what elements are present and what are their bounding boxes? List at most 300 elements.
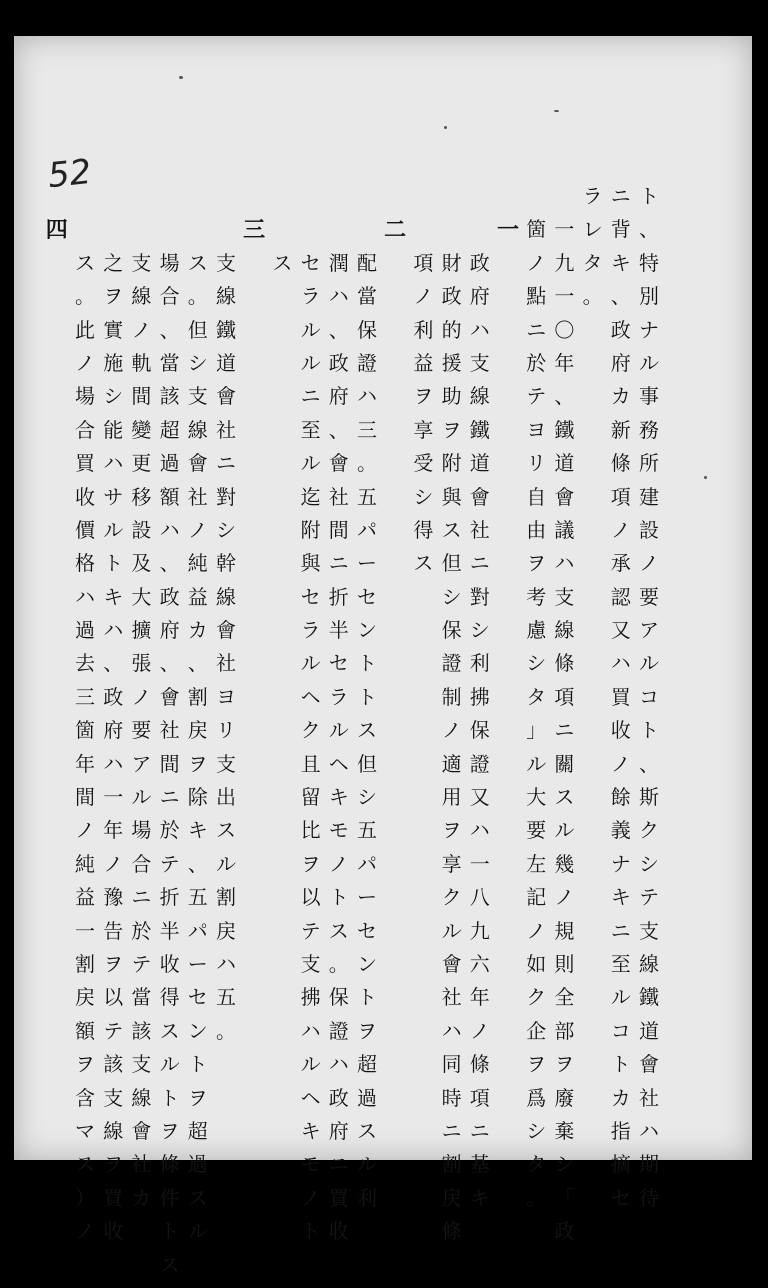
text-char: 的 [441, 317, 462, 342]
text-char: ハ [639, 1118, 659, 1143]
text-char: 戻 [216, 918, 236, 943]
text-char: ヲ [357, 1018, 377, 1043]
text-char: ト [159, 1219, 180, 1244]
text-char: テ [639, 885, 659, 910]
text-char: ラ [300, 284, 321, 309]
text-char: 摘 [610, 1152, 631, 1177]
text-char: 政 [441, 284, 462, 309]
text-char: 、 [187, 651, 208, 676]
text-char: 配 [357, 250, 377, 275]
text-char: 支 [216, 751, 236, 776]
text-char: 收 [103, 1219, 124, 1244]
text-char: 超 [159, 417, 180, 442]
text-char: 適 [441, 751, 462, 776]
text-char: 至 [610, 951, 631, 976]
text-char: 記 [526, 885, 547, 910]
text-char: 府 [610, 350, 631, 375]
text-char: 收 [159, 952, 180, 976]
text-char: ア [639, 618, 659, 643]
text-char: ハ [328, 284, 349, 309]
text-char: 支 [216, 250, 236, 275]
text-char: 、 [554, 384, 575, 409]
text-char: 鐵 [216, 317, 236, 342]
text-char: モ [328, 818, 349, 843]
text-char: ノ [526, 918, 547, 943]
text-column [70, 250, 100, 1255]
text-char: 箇 [526, 217, 547, 242]
text-char: 社 [159, 718, 180, 743]
text-char: 折 [159, 885, 180, 910]
text-char: 政 [554, 1219, 575, 1244]
text-char: 政 [328, 350, 349, 375]
text-char: ン [187, 1018, 208, 1043]
text-char: 線 [131, 1085, 152, 1110]
text-char: ト [103, 551, 124, 576]
text-char: モ [300, 1152, 321, 1177]
text-char: 會 [469, 484, 490, 509]
text-char: ハ [610, 651, 631, 676]
text-column [521, 219, 551, 1221]
text-char: 則 [554, 951, 575, 976]
text-char: ヲ [300, 851, 321, 876]
text-char: ル [554, 818, 575, 843]
text-char: 年 [469, 985, 490, 1010]
text-char: カ [610, 1085, 631, 1110]
text-char: ト [357, 651, 377, 676]
text-char: 所 [639, 451, 659, 476]
text-char: 條 [469, 1052, 490, 1077]
text-char: 用 [441, 785, 462, 810]
text-char: 廢 [554, 1085, 575, 1110]
text-char: 以 [103, 985, 124, 1010]
text-char: パ [357, 851, 377, 876]
text-char: 、 [328, 317, 349, 342]
text-column [126, 250, 156, 1221]
text-char: 項 [554, 684, 575, 709]
text-char: 條 [159, 1152, 180, 1177]
text-char: テ [103, 1018, 124, 1043]
text-column [239, 219, 269, 252]
text-column [267, 250, 297, 286]
text-char: 過 [75, 618, 95, 643]
text-char: ラ [328, 684, 349, 709]
text-char: 支 [639, 918, 659, 943]
text-char: 此 [75, 317, 95, 342]
text-char: ニ [328, 1152, 349, 1177]
text-char: リ [526, 451, 547, 476]
text-char: 間 [131, 384, 152, 409]
text-char: 告 [103, 918, 124, 943]
text-char: 半 [328, 618, 349, 643]
text-char: パ [187, 918, 208, 943]
text-char: タ [582, 250, 603, 275]
text-char: 設 [131, 517, 152, 542]
text-char: 除 [187, 785, 208, 810]
text-char: 社 [216, 417, 236, 442]
text-char: テ [131, 952, 152, 976]
text-char: 支 [469, 350, 490, 375]
text-char: マ [75, 1118, 95, 1143]
text-char: 證 [357, 350, 377, 375]
text-column [155, 250, 185, 1288]
text-char: 潤 [328, 250, 349, 275]
text-char: 對 [216, 484, 236, 509]
text-char: ニ [554, 718, 575, 743]
text-char: 新 [610, 417, 631, 442]
text-char: 大 [526, 785, 547, 810]
text-char: 慮 [526, 618, 547, 643]
text-char: 保 [357, 317, 377, 342]
text-char: 得 [413, 517, 434, 542]
text-char: 支 [187, 384, 208, 409]
text-char: 鐵 [554, 417, 575, 442]
text-char: 出 [216, 785, 236, 810]
text-char: ス [413, 551, 434, 576]
text-char: ノ [554, 885, 575, 910]
text-char: 政 [610, 317, 631, 342]
text-char: 府 [159, 618, 180, 643]
text-char: 考 [526, 584, 547, 609]
text-char: ヲ [187, 751, 208, 776]
text-char: 割 [441, 1152, 462, 1177]
text-char: ニ [328, 551, 349, 576]
text-char: パ [357, 517, 377, 542]
text-char: 享 [441, 851, 462, 876]
text-char: ラ [582, 184, 603, 208]
text-char: 道 [216, 350, 236, 375]
text-char: 買 [328, 1185, 349, 1210]
text-char: リ [216, 718, 236, 743]
text-char: 又 [469, 785, 490, 810]
text-char: 一 [469, 851, 490, 876]
text-char: ノ [187, 517, 208, 542]
text-char: 益 [413, 350, 434, 375]
text-char: 間 [159, 751, 180, 776]
text-char: 線 [216, 284, 236, 309]
text-char: ハ [103, 751, 124, 776]
text-char: 斯 [639, 785, 659, 810]
text-char: 保 [469, 718, 490, 743]
text-char: 年 [554, 350, 575, 375]
text-char: 但 [187, 317, 208, 342]
text-char: 買 [75, 451, 95, 476]
text-char: ル [441, 918, 462, 943]
text-char: 間 [328, 517, 349, 542]
text-char: 利 [413, 317, 434, 342]
text-char: ル [300, 1052, 321, 1077]
text-column [42, 219, 72, 252]
text-char: 指 [610, 1118, 631, 1143]
text-char: 務 [639, 417, 659, 442]
text-char: 設 [639, 517, 659, 542]
text-char: 利 [469, 651, 490, 676]
text-char: 社 [131, 1152, 152, 1177]
text-char: 拂 [469, 684, 490, 709]
text-char: 部 [554, 1018, 575, 1043]
text-char: 待 [639, 1185, 659, 1210]
text-char: ス [75, 1152, 95, 1177]
text-column [437, 250, 467, 1255]
text-char: 戻 [187, 718, 208, 743]
text-char: 三 [357, 417, 377, 442]
text-char: セ [300, 250, 321, 275]
text-char: 割 [75, 952, 95, 976]
text-char: ル [300, 317, 321, 342]
text-char: シ [639, 851, 659, 876]
text-char: 移 [131, 484, 152, 509]
text-char: ヘ [328, 751, 349, 776]
text-char: 會 [216, 384, 236, 409]
text-char: 社 [441, 985, 462, 1010]
text-column [380, 219, 410, 252]
text-char: 場 [75, 384, 95, 409]
text-char: 關 [554, 751, 575, 776]
text-char: 時 [441, 1085, 462, 1110]
text-column [578, 186, 608, 320]
text-char: ヨ [526, 417, 547, 442]
text-char: ル [300, 350, 321, 375]
text-char: ス [75, 250, 95, 275]
text-char: ト [610, 1052, 631, 1077]
text-char: 之 [103, 250, 124, 275]
text-char: ト [357, 684, 377, 709]
text-char: 支 [300, 952, 321, 976]
text-char: 一 [554, 284, 575, 309]
text-char: 線 [216, 584, 236, 609]
text-char: 一 [103, 785, 124, 810]
text-char: シ [216, 517, 236, 542]
text-char: ナ [610, 851, 631, 876]
text-char: 割 [187, 684, 208, 709]
text-char: 政 [469, 250, 490, 275]
text-char: 於 [131, 918, 152, 943]
text-char: 、 [187, 851, 208, 876]
text-char: 條 [441, 1219, 462, 1244]
text-char: 保 [441, 618, 462, 643]
text-char: ノ [131, 317, 152, 342]
text-char: 議 [554, 517, 575, 542]
text-char: 道 [469, 451, 490, 476]
text-char: ニ [469, 551, 490, 576]
text-char: 、 [639, 751, 659, 776]
text-char: 。 [187, 284, 208, 309]
text-char: ヲ [441, 417, 462, 442]
text-char: 義 [610, 818, 631, 843]
text-char: ク [526, 985, 547, 1010]
page-number: 52 [46, 151, 94, 197]
text-char: ヲ [103, 1152, 124, 1177]
text-char: 會 [216, 618, 236, 643]
text-char: ス [554, 785, 575, 810]
text-char: 過 [357, 1085, 377, 1110]
text-char: ル [610, 985, 631, 1010]
text-char: 社 [328, 484, 349, 509]
text-char: 當 [159, 350, 180, 375]
text-char: 、 [328, 417, 349, 442]
text-char: 件 [159, 1185, 180, 1210]
text-char: ヲ [526, 551, 547, 576]
text-char: 道 [639, 1018, 659, 1043]
text-char: ハ [469, 317, 490, 342]
text-char: 當 [131, 985, 152, 1010]
ink-speck [179, 76, 183, 79]
text-char: 承 [610, 551, 631, 576]
text-char: 期 [639, 1152, 659, 1177]
ink-speck [554, 110, 559, 112]
text-char: 以 [300, 885, 321, 910]
text-char: 社 [216, 651, 236, 676]
text-char: ニ [441, 1118, 462, 1143]
text-char: カ [187, 618, 208, 643]
text-column [352, 250, 382, 1221]
text-char: 線 [469, 384, 490, 409]
text-char: シ [526, 651, 547, 676]
text-char: 、 [159, 651, 180, 676]
text-char: 附 [441, 451, 462, 476]
text-char: 一 [496, 217, 519, 244]
text-char: ス [159, 1252, 180, 1277]
text-char: タ [526, 1152, 547, 1177]
text-char: 社 [187, 484, 208, 509]
text-char: ル [103, 517, 124, 542]
text-char: 左 [526, 851, 547, 876]
text-char: 會 [187, 451, 208, 476]
text-char: ス [187, 1185, 208, 1210]
text-char: シ [357, 785, 377, 810]
text-char: 但 [441, 551, 462, 576]
text-char: 收 [610, 718, 631, 743]
text-char: キ [328, 785, 349, 810]
text-char: ハ [75, 584, 95, 609]
text-char: レ [582, 217, 603, 242]
text-char: 、 [610, 284, 631, 309]
text-char: 割 [216, 885, 236, 910]
text-char: 於 [526, 350, 547, 375]
ink-speck [704, 476, 707, 479]
text-char: ク [639, 818, 659, 843]
text-char: 府 [328, 384, 349, 409]
text-char: ハ [554, 551, 575, 576]
text-char: 要 [639, 584, 659, 609]
text-char: 戻 [441, 1185, 462, 1210]
text-char: 軌 [131, 350, 152, 375]
text-char: サ [103, 484, 124, 509]
text-char: 該 [131, 1018, 152, 1043]
text-char: ヘ [300, 1085, 321, 1110]
text-char: ー [187, 952, 208, 976]
text-char: ノ [610, 751, 631, 776]
text-char: ト [187, 1052, 208, 1077]
text-char: 六 [469, 952, 490, 976]
text-char: キ [187, 818, 208, 843]
text-char: 超 [357, 1052, 377, 1077]
text-char: 五 [187, 885, 208, 910]
text-char: キ [610, 885, 631, 910]
text-char: 、 [159, 317, 180, 342]
text-char: 社 [469, 517, 490, 542]
text-char: ヲ [159, 1118, 180, 1143]
text-char: 規 [554, 918, 575, 943]
text-char: 。 [328, 952, 349, 976]
text-char: 一 [554, 217, 575, 242]
text-char: 要 [131, 718, 152, 743]
text-char: ー [357, 551, 377, 576]
text-column [408, 250, 438, 587]
text-char: ク [441, 885, 462, 910]
text-char: 附 [300, 517, 321, 542]
text-char: 「 [554, 1185, 575, 1210]
text-char: ノ [328, 851, 349, 876]
text-char: 政 [159, 584, 180, 609]
text-char: 比 [300, 818, 321, 843]
text-char: 實 [103, 317, 124, 342]
text-char: 會 [554, 484, 575, 509]
text-char: 鐵 [469, 417, 490, 442]
text-char: ノ [75, 1219, 95, 1244]
text-char: セ [357, 584, 377, 609]
text-char: 、 [639, 217, 659, 242]
text-char: 豫 [103, 885, 124, 910]
text-char: ノ [413, 284, 434, 309]
text-char: ノ [103, 851, 124, 876]
text-char: キ [103, 584, 124, 609]
text-char: 條 [554, 651, 575, 676]
text-char: ル [639, 651, 659, 676]
text-char: 項 [469, 1085, 490, 1110]
text-char: ヘ [300, 684, 321, 709]
text-char: 。 [75, 284, 95, 309]
text-char: 點 [526, 284, 547, 309]
text-char: 對 [469, 584, 490, 609]
text-char: ス [357, 1118, 377, 1143]
text-char: 與 [300, 551, 321, 576]
text-char: 利 [357, 1185, 377, 1210]
text-char: 該 [103, 1052, 124, 1077]
text-char: ス [328, 918, 349, 943]
text-column [634, 186, 664, 1221]
text-char: 九 [554, 250, 575, 275]
text-char: ト [159, 1085, 180, 1110]
text-char: 九 [469, 918, 490, 943]
text-char: 線 [639, 951, 659, 976]
text-char: 事 [639, 384, 659, 409]
text-char: ク [300, 718, 321, 743]
text-char: ル [216, 851, 236, 876]
text-char: 五 [357, 818, 377, 843]
text-char: 證 [441, 651, 462, 676]
text-char: 別 [639, 284, 659, 309]
text-char: 五 [216, 985, 236, 1010]
text-char: ア [131, 751, 152, 776]
text-char: ス [272, 250, 293, 275]
text-char: 線 [103, 1118, 124, 1143]
text-char: 特 [639, 250, 659, 275]
text-char: キ [300, 1118, 321, 1143]
text-char: シ [103, 384, 124, 409]
text-char: 。 [216, 1018, 236, 1043]
text-char: ル [300, 451, 321, 476]
text-char: 含 [75, 1085, 95, 1110]
text-char: ハ [441, 1018, 462, 1043]
text-char: ノ [610, 517, 631, 542]
text-char: ニ [300, 384, 321, 409]
text-char: シ [469, 618, 490, 643]
text-char: 。 [582, 284, 603, 309]
text-char: ー [357, 885, 377, 910]
text-column [465, 250, 495, 1221]
text-char: 自 [526, 484, 547, 509]
text-char: 證 [469, 751, 490, 776]
